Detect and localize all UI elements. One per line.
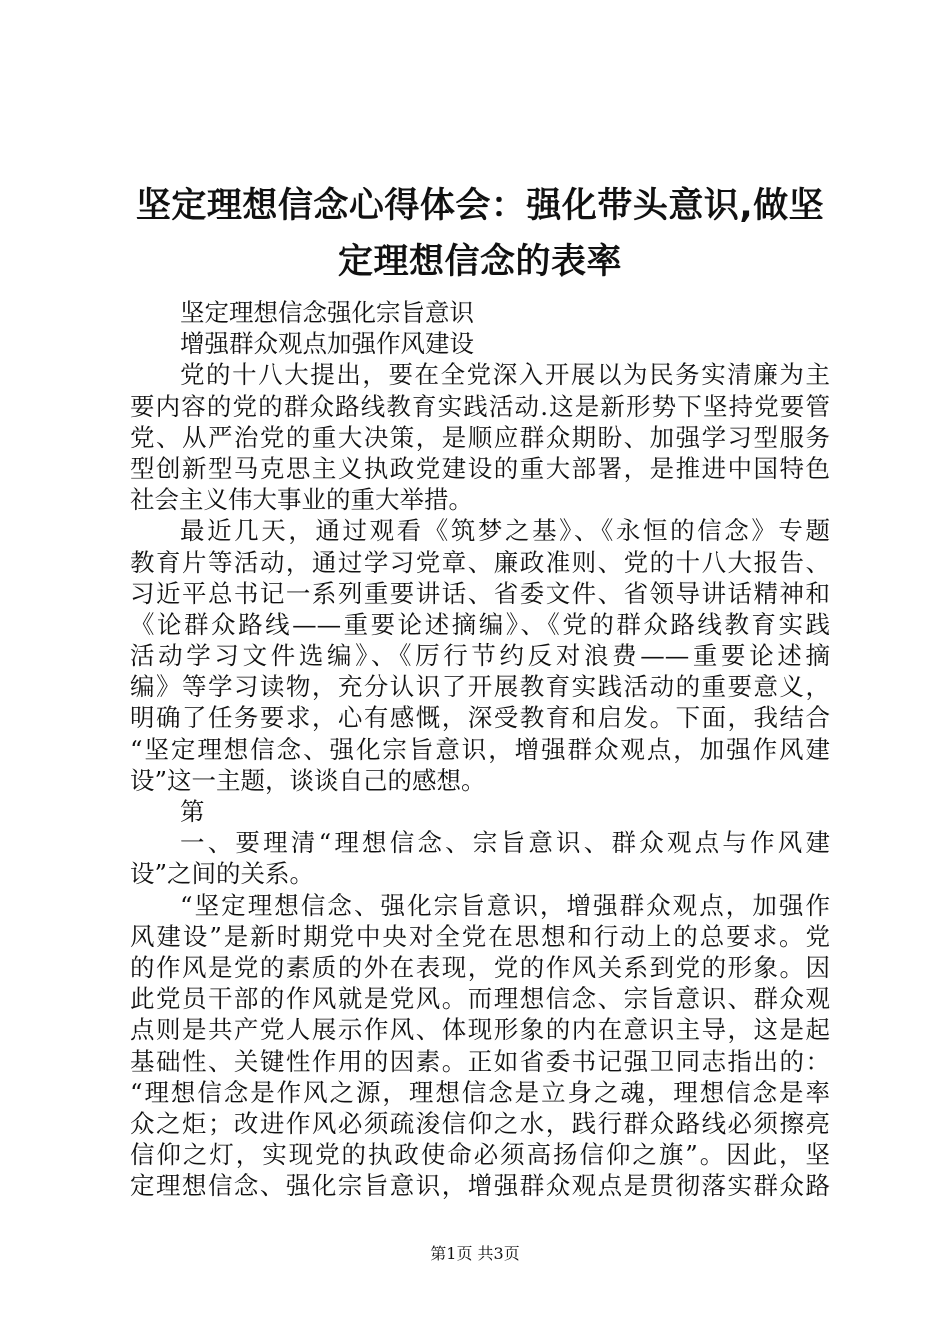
paragraph-line: 众之炬；改进作风必须疏浚信仰之水，践行群众路线必须擦亮 — [130, 1108, 830, 1138]
paragraph-line: 基础性、关键性作用的因素。正如省委书记强卫同志指出的： — [130, 1046, 830, 1076]
title-line: 坚定理想信念心得体会：强化带头意识,做坚 — [135, 186, 825, 226]
paragraph-line: 党的十八大提出，要在全党深入开展以为民务实清廉为主 — [180, 360, 830, 390]
paragraph-line: 社会主义伟大事业的重大举措。 — [130, 485, 473, 515]
section-heading-line: 一、要理清“理想信念、宗旨意识、群众观点与作风建 — [180, 828, 830, 858]
title-line: 定理想信念的表率 — [337, 242, 622, 282]
subtitle-line: 增强群众观点加强作风建设 — [180, 329, 474, 359]
paragraph-line: 活动学习文件选编》、《厉行节约反对浪费——重要论述摘 — [130, 641, 830, 671]
paragraph-line: “理想信念是作风之源，理想信念是立身之魂，理想信念是率 — [130, 1077, 830, 1107]
document-title — [130, 178, 830, 290]
paragraph-line: “坚定理想信念、强化宗旨意识，增强群众观点，加强作风建 — [130, 734, 830, 764]
document-body — [130, 297, 830, 1201]
paragraph-line: 党、从严治党的重大决策，是顺应群众期盼、加强学习型服务 — [130, 422, 830, 452]
paragraph-line: 编》等学习读物，充分认识了开展教育实践活动的重要意义， — [130, 672, 830, 702]
paragraph-line: 的作风是党的素质的外在表现，党的作风关系到党的形象。因 — [130, 952, 830, 982]
section-heading-line: 设”之间的关系。 — [130, 859, 315, 889]
paragraph-line: “坚定理想信念、强化宗旨意识，增强群众观点，加强作 — [180, 890, 830, 920]
paragraph-line: 风建设”是新时期党中央对全党在思想和行动上的总要求。党 — [130, 921, 830, 951]
paragraph-line: 习近平总书记一系列重要讲话、省委文件、省领导讲话精神和 — [130, 578, 830, 608]
subtitle-line: 坚定理想信念强化宗旨意识 — [180, 298, 474, 327]
paragraph-line: 《论群众路线——重要论述摘编》、《党的群众路线教育实践 — [130, 609, 830, 639]
paragraph-line: 教育片等活动，通过学习党章、廉政准则、党的十八大报告、 — [130, 547, 830, 577]
paragraph-line: 点则是共产党人展示作风、体现形象的内在意识主导，这是起 — [130, 1015, 830, 1045]
paragraph-line: 信仰之灯，实现党的执政使命必须高扬信仰之旗”。因此，坚 — [130, 1140, 830, 1170]
paragraph-line: 型创新型马克思主义执政党建设的重大部署，是推进中国特色 — [130, 453, 830, 483]
paragraph-line: 定理想信念、强化宗旨意识，增强群众观点是贯彻落实群众路 — [130, 1171, 830, 1201]
section-marker: 第 — [180, 797, 205, 826]
paragraph-line: 最近几天，通过观看《筑梦之基》、《永恒的信念》专题 — [180, 516, 830, 546]
paragraph-line: 明确了任务要求，心有感慨，深受教育和启发。下面，我结合 — [130, 703, 830, 733]
paragraph-line: 设”这一主题，谈谈自己的感想。 — [130, 765, 486, 795]
paragraph-line: 此党员干部的作风就是党风。而理想信念、宗旨意识、群众观 — [130, 984, 830, 1014]
paragraph-line: 要内容的党的群众路线教育实践活动.这是新形势下坚持党要管 — [130, 391, 830, 421]
page-footer: 第1页 共3页 — [430, 1244, 520, 1263]
